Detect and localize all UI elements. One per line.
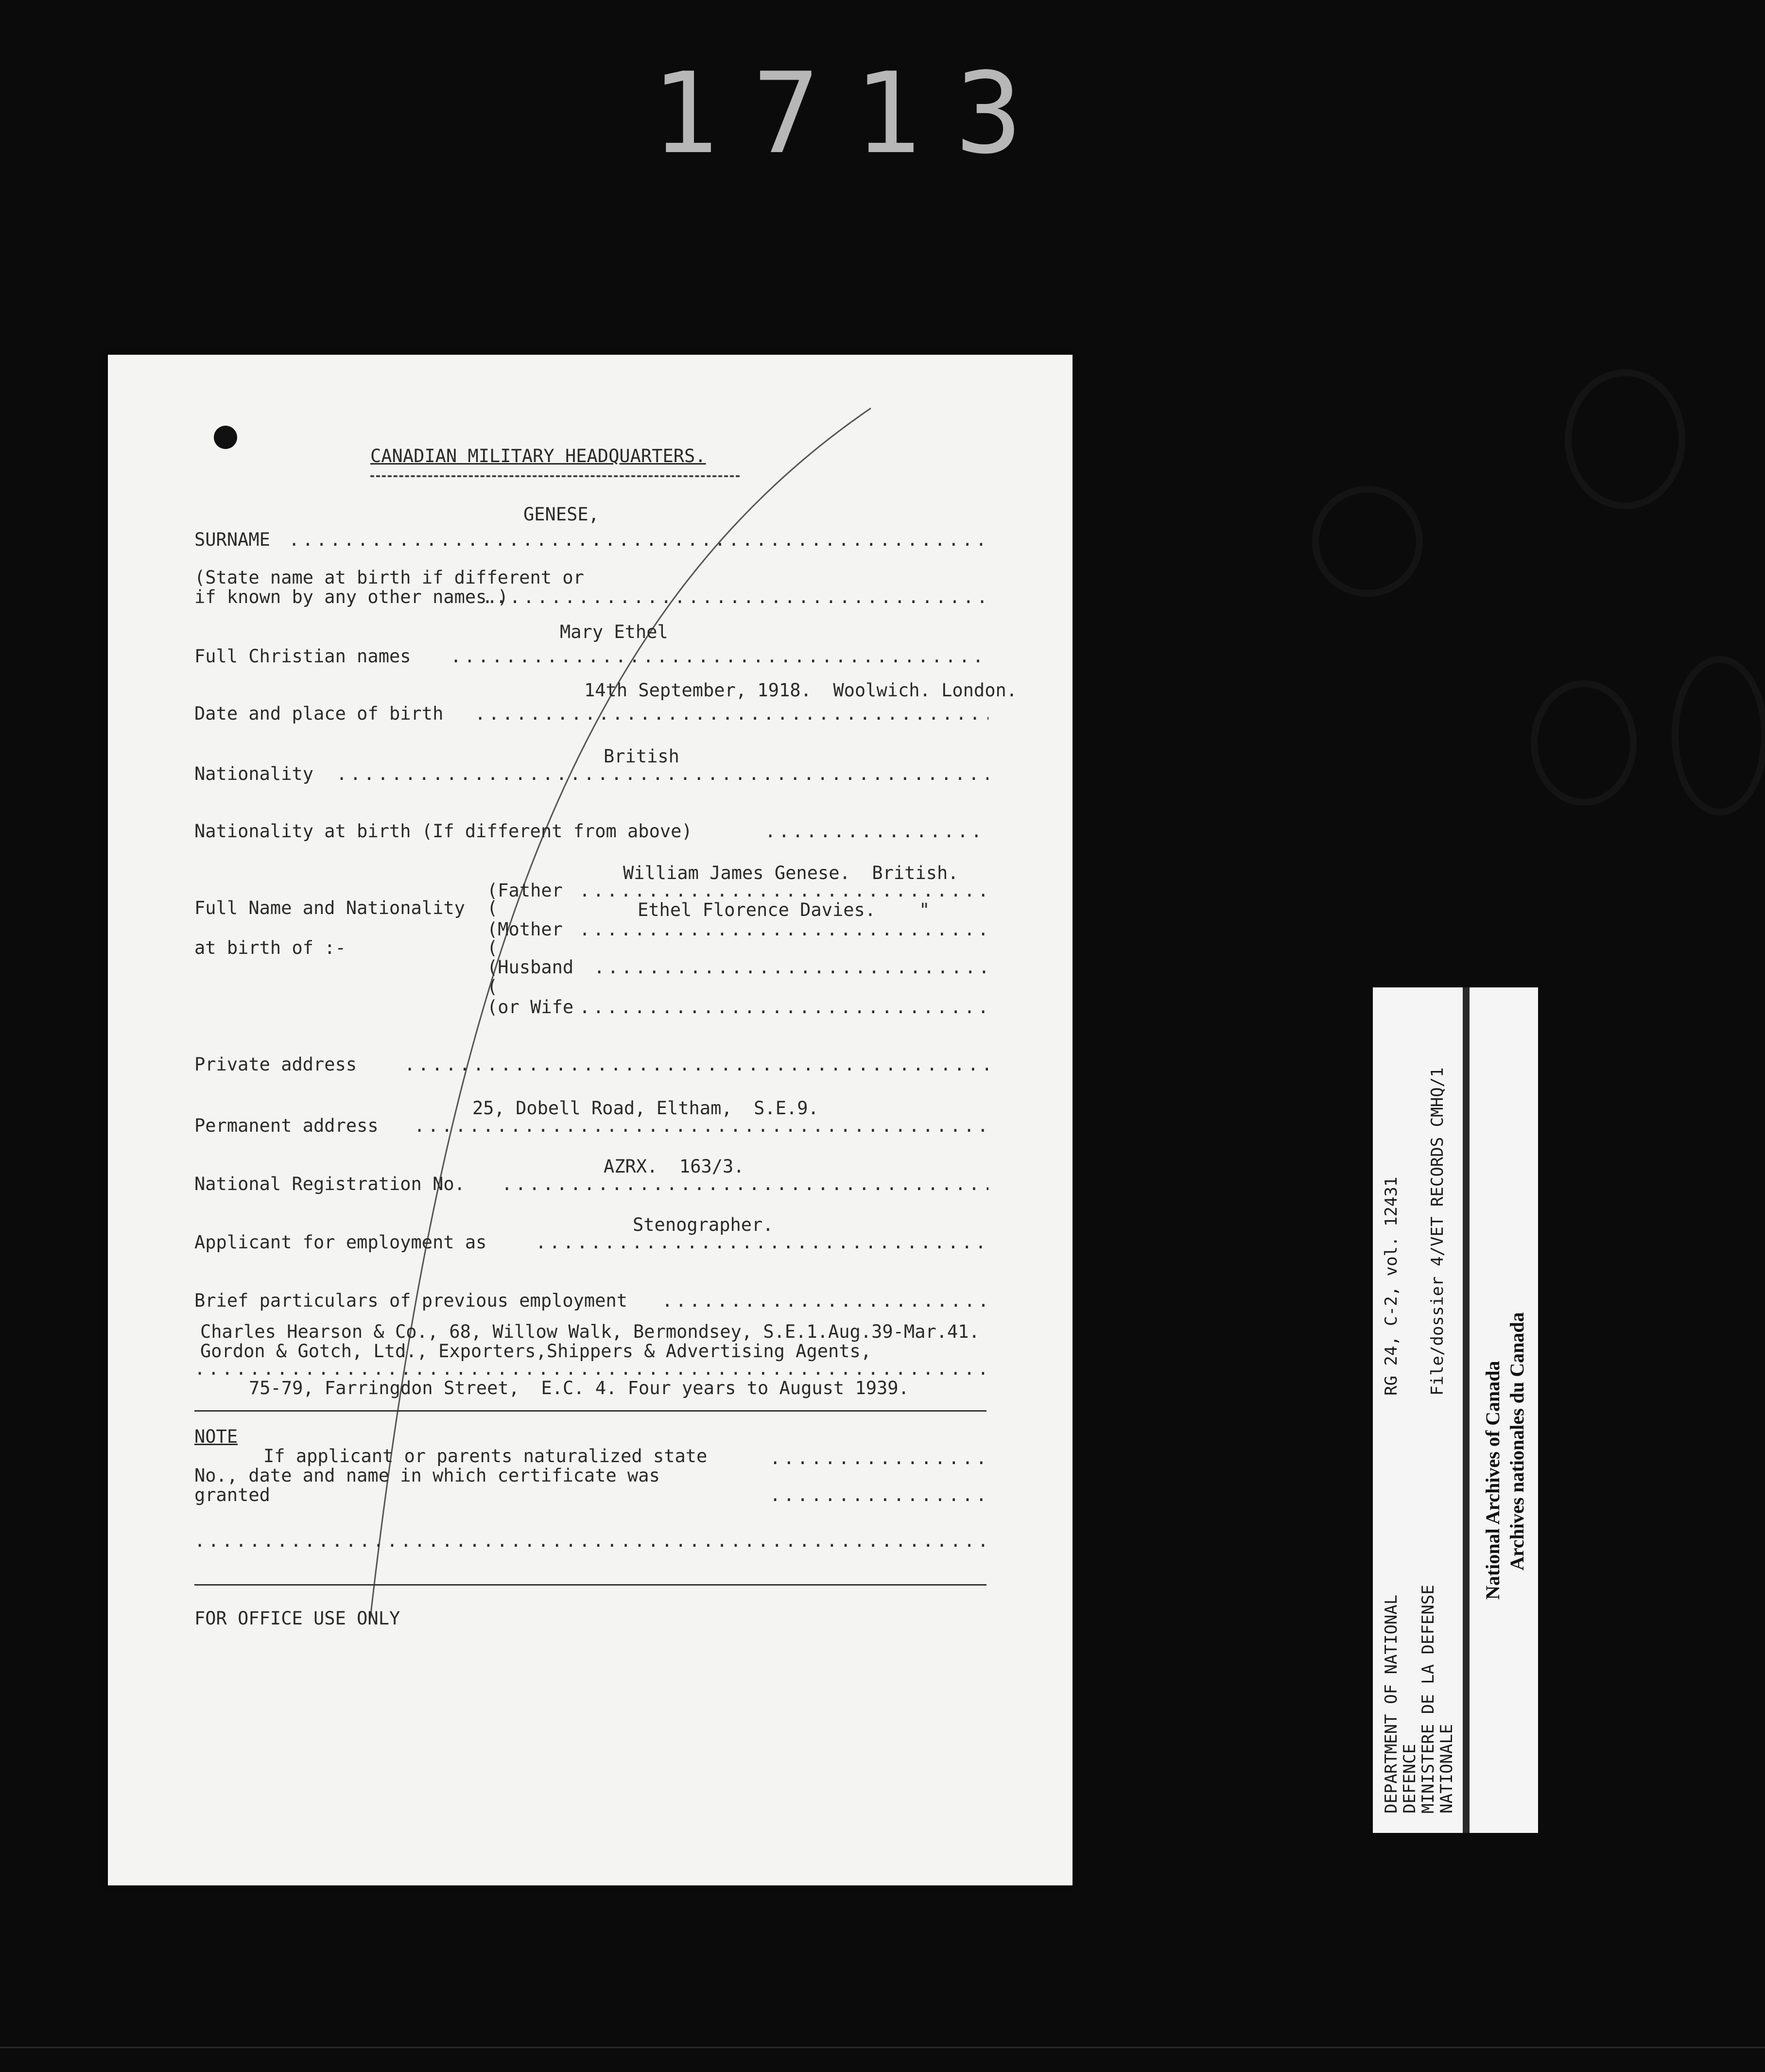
previous-employment-leader: [662, 1291, 988, 1312]
archives-name-fr: Archives nationales du Canada: [1506, 1312, 1528, 1571]
previous-employment-line-3: 75-79, Farringdon Street, E.C. 4. Four years to August 1939.: [249, 1378, 909, 1399]
wife-label: (or Wife: [487, 997, 574, 1018]
dept-line-1: DEPARTMENT OF NATIONAL: [1382, 1594, 1401, 1813]
archive-label-text: [1373, 987, 1538, 1833]
surname-label: SURNAME: [194, 529, 270, 550]
employment-value: Stenographer.: [633, 1214, 774, 1235]
nationality-birth-label: Nationality at birth (If different from above): [194, 821, 692, 842]
registration-value: AZRX. 163/3.: [604, 1156, 744, 1177]
section-rule-1: [194, 1410, 986, 1412]
husband-leader: [594, 957, 988, 978]
nationality-value: British: [604, 746, 679, 767]
archive-label: [1373, 987, 1538, 1833]
previous-employment-label: Brief particulars of previous employment: [194, 1290, 628, 1311]
parents-label-1: Full Name and Nationality: [194, 898, 465, 918]
parents-label-2: at birth of :-: [194, 937, 346, 958]
employment-label: Applicant for employment as: [194, 1232, 487, 1253]
note-line-1: If applicant or parents naturalized state: [263, 1446, 708, 1467]
christian-names-label: Full Christian names: [194, 646, 411, 667]
file-reference: File/dossier 4/VET RECORDS CMHQ/1: [1428, 1067, 1447, 1396]
surname-value: GENESE,: [523, 504, 599, 525]
birth-label: Date and place of birth: [194, 703, 444, 724]
note-line-2: No., date and name in which certificate was: [194, 1465, 660, 1486]
christian-names-leader: [450, 646, 988, 667]
note-line-3: granted: [194, 1485, 270, 1505]
birth-leader: [475, 704, 988, 725]
archives-name-en: National Archives of Canada: [1482, 1361, 1504, 1600]
father-label: (Father: [487, 880, 563, 901]
wife-leader: [579, 997, 988, 1018]
husband-label: (Husband: [487, 957, 574, 978]
other-names-label-2: if known by any other names.): [194, 587, 509, 607]
section-rule-2: [194, 1584, 986, 1586]
mother-value: Ethel Florence Davies. ": [638, 899, 930, 920]
paren-1: (: [487, 898, 498, 918]
father-leader: [579, 881, 988, 901]
background-mottle: [1531, 680, 1637, 806]
private-address-label: Private address: [194, 1054, 357, 1075]
other-names-leader: [482, 587, 988, 608]
permanent-address-value: 25, Dobell Road, Eltham, S.E.9.: [472, 1098, 819, 1119]
other-names-label-1: (State name at birth if different or: [194, 567, 584, 588]
permanent-address-leader: [414, 1116, 988, 1137]
previous-employment-leader-2: [194, 1359, 988, 1380]
previous-employment-line-1: Charles Hearson & Co., 68, Willow Walk, Bermondsey, S.E.1.Aug.39-Mar.41.: [200, 1321, 980, 1342]
film-edge-line: [0, 2047, 1765, 2048]
mother-label: (Mother: [487, 919, 563, 940]
frame-number: 1713: [651, 49, 1056, 179]
nationality-label: Nationality: [194, 763, 314, 784]
background-mottle: [1672, 656, 1765, 815]
paren-3: (: [487, 976, 498, 997]
background-mottle: [1312, 486, 1423, 597]
dept-line-3: MINISTERE DE LA DEFENSE: [1419, 1585, 1438, 1813]
mother-leader: [579, 919, 988, 940]
nationality-birth-leader: [765, 821, 988, 842]
note-leader-1: [770, 1448, 988, 1469]
form-title: CANADIAN MILITARY HEADQUARTERS.: [370, 446, 706, 466]
form-page: [108, 355, 1073, 1885]
permanent-address-label: Permanent address: [194, 1115, 379, 1136]
office-use-label: FOR OFFICE USE ONLY: [194, 1608, 400, 1629]
christian-names-value: Mary Ethel: [560, 622, 668, 642]
registration-label: National Registration No.: [194, 1174, 465, 1194]
birth-value: 14th September, 1918. Woolwich. London.: [584, 680, 1018, 701]
father-value: William James Genese. British.: [623, 863, 959, 883]
surname-leader: [289, 530, 988, 551]
note-heading: NOTE: [194, 1426, 238, 1447]
note-leader-3: [194, 1531, 988, 1552]
background-mottle: [1565, 369, 1685, 509]
dept-line-2: DEFENCE: [1400, 1744, 1419, 1813]
paren-2: (: [487, 937, 498, 958]
record-group: RG 24, C-2, vol. 12431: [1382, 1176, 1401, 1396]
note-leader-2: [770, 1485, 988, 1506]
private-address-leader: [404, 1054, 988, 1075]
previous-employment-line-2: Gordon & Gotch, Ltd., Exporters,Shippers & Advertising Agents,: [200, 1341, 872, 1362]
nationality-leader: [336, 764, 988, 785]
title-underline: [370, 475, 740, 477]
registration-leader: [502, 1174, 988, 1195]
dept-line-4: NATIONALE: [1437, 1724, 1456, 1813]
employment-leader: [536, 1232, 988, 1253]
